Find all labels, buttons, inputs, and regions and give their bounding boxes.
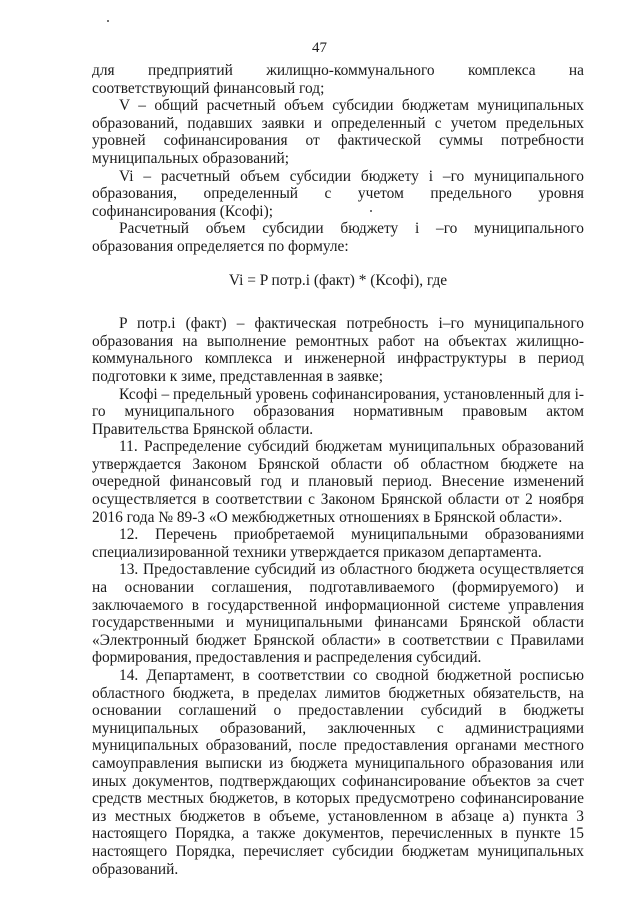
page-number: 47 xyxy=(312,40,327,56)
clause-12: 12. Перечень приобретаемой муниципальными образованиями специализированной техники утверждается приказом департамента. xyxy=(92,526,584,561)
formula: Vi = P потр.i (факт) * (Ксофi), где xyxy=(228,271,448,289)
definition-ksof: Ксофi – предельный уровень софинансирования, установленный для i-го муниципального образования нормативным правовым актом Правительства Брянской области. xyxy=(92,385,584,438)
definition-vi: Vi – расчетный объем субсидии бюджету i –го муниципального образования, определенный с учетом предельного уровня софинансирования (Ксофi); xyxy=(92,167,584,220)
definition-v: V – общий расчетный объем субсидии бюджетам муниципальных образований, подавших заявки и определенный с учетом предельных уровней софинансирования от фактической суммы потребности муниципальных образований; xyxy=(92,97,584,167)
definition-p-potr: P потр.i (факт) – фактическая потребность i–го муниципального образования на выполнение ремонтных работ на объектах жилищно-коммунального комплекса и инженерной инфраструктуры в период подготовки к зиме, представленная в заявке; xyxy=(92,315,584,385)
clause-13: 13. Предоставление субсидий из областного бюджета осуществляется на основании соглашения, подготавливаемого (формируемого) и заключаемого в государственной информационной системе управления государственными и муниципальными финансами Брянской области «Электронный бюджет Брянской области» в соответствии с Правилами формирования, предоставления и распределения субсидий. xyxy=(92,561,584,667)
paragraph-continuation: для предприятий жилищно-коммунального комплекса на соответствующий финансовый год; xyxy=(92,62,584,97)
scan-speck xyxy=(107,20,109,22)
formula-intro: Расчетный объем субсидии бюджету i –го муниципального образования определяется по формуле: xyxy=(92,220,584,255)
document-body xyxy=(92,62,584,878)
clause-11: 11. Распределение субсидий бюджетам муниципальных образований утверждается Законом Брянской области об областном бюджете на очередной финансовый год и плановый период. Внесение изменений осуществляется в соответствии с Законом Брянской области от 2 ноября 2016 года № 89-З «О межбюджетных отношениях в Брянской области». xyxy=(92,438,584,526)
clause-14: 14. Департамент, в соответствии со сводной бюджетной росписью областного бюджета, в пределах лимитов бюджетных обязательств, на основании соглашений о предоставлении субсидий в бюджеты муниципальных образований, заключенных с администрациями муниципальных образований, после предоставления органами местного самоуправления выписки из бюджета муниципального образования или иных документов, подтверждающих софинансирование объектов за счет средств местных бюджетов, в которых предусмотрено софинансирование из местных бюджетов в объеме, установленном в абзаце а) пункта 3 настоящего Порядка, а также документов, перечисленных в пункте 15 настоящего Порядка, перечисляет субсидии бюджетам муниципальных образований. xyxy=(92,667,584,878)
